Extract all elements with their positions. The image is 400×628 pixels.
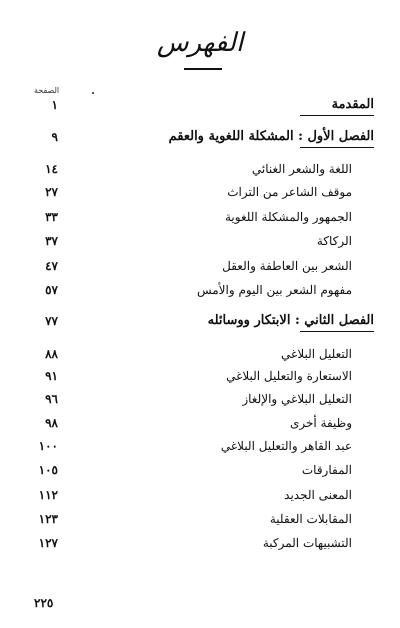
toc-chapter-row bbox=[34, 127, 374, 147]
toc-entry-title: مفهوم الشعر بين اليوم والأمس bbox=[196, 283, 352, 297]
chapter-underline bbox=[300, 331, 374, 332]
toc-entry-title: الركاكة bbox=[316, 234, 352, 248]
toc-chapter-row bbox=[34, 95, 374, 115]
toc-entry-page: ٥٧ bbox=[45, 283, 58, 297]
toc-entry-page: ١١٢ bbox=[38, 488, 58, 502]
toc-section-row bbox=[34, 460, 374, 480]
toc-entry-page: ١٠٥ bbox=[38, 463, 58, 477]
chapter-underline bbox=[300, 115, 374, 116]
toc-entry-title: الفصل الثاني : الابتكار ووسائله bbox=[207, 313, 374, 328]
toc-entry-page: ١٤ bbox=[45, 162, 58, 176]
toc-entry-title: الشعر بين العاطفة والعقل bbox=[222, 259, 352, 273]
toc-section-row bbox=[34, 413, 374, 433]
toc-chapter-row bbox=[34, 311, 374, 331]
toc-entry-page: ٩١ bbox=[45, 369, 58, 383]
toc-entry-title: التعليل البلاغي bbox=[281, 347, 352, 361]
toc-section-row bbox=[34, 256, 374, 276]
toc-entry-title: المقدمة bbox=[331, 97, 374, 112]
toc-entry-title: وظيفة أخرى bbox=[289, 416, 352, 430]
toc-entry-page: ١ bbox=[51, 98, 58, 112]
toc-entry-title: الجمهور والمشكلة اللغوية bbox=[224, 210, 352, 224]
title-underline bbox=[184, 68, 222, 70]
chapter-underline bbox=[300, 147, 374, 148]
toc-entry-page: ٨٨ bbox=[45, 347, 58, 361]
toc-entry-page: ٤٧ bbox=[45, 259, 58, 273]
toc-entry-title: التشبيهات المركبة bbox=[262, 536, 352, 550]
toc-entry-title: المقابلات العقلية bbox=[269, 512, 352, 526]
paper-speck bbox=[92, 92, 94, 94]
toc-entry-title: عبد القاهر والتعليل البلاغي bbox=[220, 439, 352, 453]
toc-entry-title: المفارقات bbox=[301, 463, 352, 477]
toc-entry-page: ٢٧ bbox=[45, 185, 58, 199]
toc-entry-title: موقف الشاعر من التراث bbox=[227, 185, 352, 199]
toc-entry-title: المعنى الجديد bbox=[284, 488, 352, 502]
toc-entry-title: اللغة والشعر الغنائي bbox=[251, 162, 352, 176]
toc-section-row bbox=[34, 436, 374, 456]
toc-entry-page: ١٠٠ bbox=[38, 439, 58, 453]
toc-section-row bbox=[34, 509, 374, 529]
toc-entry-page: ٧٧ bbox=[45, 314, 58, 328]
toc-entry-page: ٩٦ bbox=[45, 392, 58, 406]
toc-section-row bbox=[34, 231, 374, 251]
toc-section-row bbox=[34, 207, 374, 227]
toc-section-row bbox=[34, 182, 374, 202]
page-number: ٢٢٥ bbox=[34, 596, 54, 610]
toc-entry-page: ٩ bbox=[51, 130, 58, 144]
toc-section-row bbox=[34, 485, 374, 505]
toc-entry-page: ١٢٧ bbox=[38, 536, 58, 550]
toc-section-row bbox=[34, 159, 374, 179]
page-title: الفهرس bbox=[156, 28, 244, 58]
toc-entry-page: ٣٣ bbox=[45, 210, 58, 224]
toc-entry-title: التعليل البلاغي والإلغاز bbox=[242, 392, 352, 406]
toc-section-row bbox=[34, 280, 374, 300]
toc-entry-page: ٩٨ bbox=[45, 416, 58, 430]
toc-section-row bbox=[34, 533, 374, 553]
toc-entry-title: الفصل الأول : المشكلة اللغوية والعقم bbox=[168, 129, 374, 144]
toc-section-row bbox=[34, 344, 374, 364]
toc-entry-page: ١٢٣ bbox=[38, 512, 58, 526]
toc-entry-title: الاستعارة والتعليل البلاغي bbox=[226, 369, 352, 383]
toc-section-row bbox=[34, 366, 374, 386]
toc-section-row bbox=[34, 389, 374, 409]
toc-entry-page: ٣٧ bbox=[45, 234, 58, 248]
page-column-label: الصفحة bbox=[34, 86, 60, 95]
